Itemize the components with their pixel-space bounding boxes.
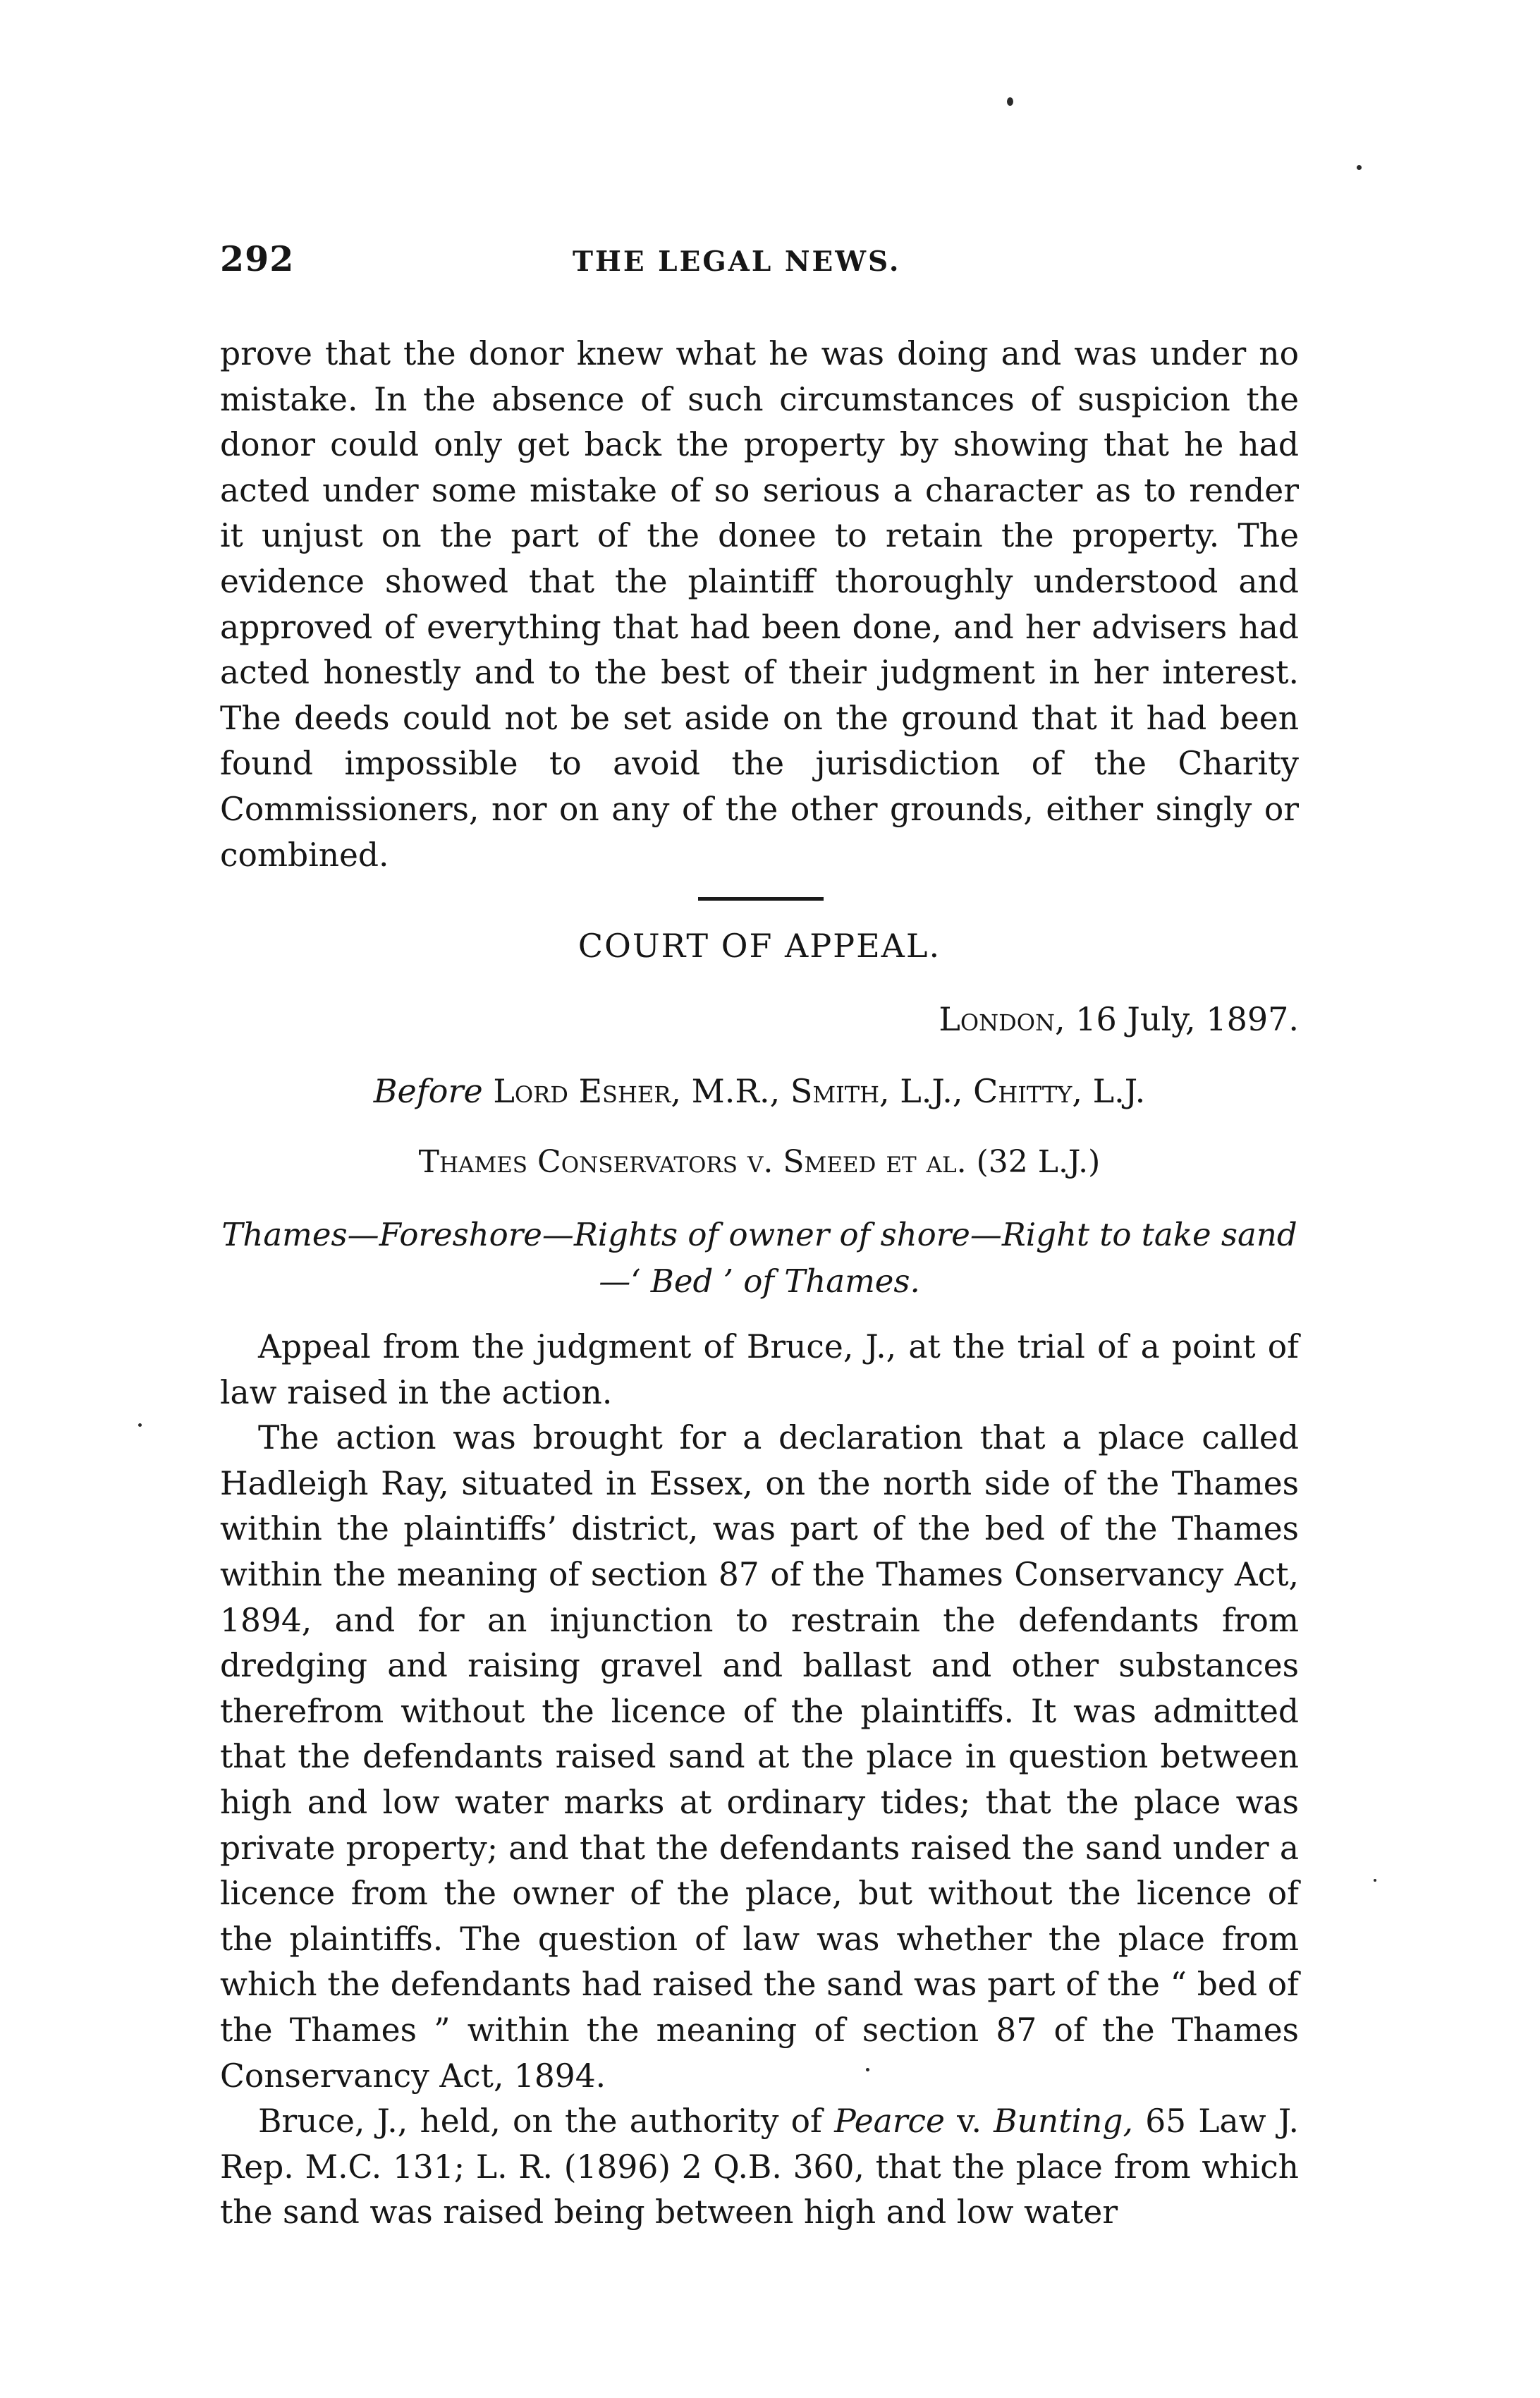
- section-divider: [698, 897, 824, 901]
- print-speck: [1007, 97, 1013, 106]
- page-header: [220, 238, 1299, 288]
- subject-line-1: Thames—Foreshore—Rights of owner of shore—Right to take sand: [221, 1216, 1297, 1253]
- para3-versus: v.: [957, 2102, 982, 2141]
- judge-smith-title: L.J.,: [900, 1072, 963, 1110]
- dateline-date: 16 July, 1897.: [1075, 1000, 1299, 1038]
- body-paragraph-1: Appeal from the judgment of Bruce, J., at the trial of a point of law raised in the action.: [220, 1328, 1299, 1411]
- body-paragraph-2: The action was brought for a declaration that a place called Hadleigh Ray, situated in Essex, on the north side of the Thames within the plaintiffs’ district, was part of the bed of the Thames within the meaning of section 87 of the Thames Conservancy Act, 1894, and for an injunction to restrain the defendants from dredging and raising gravel and ballast and other substances therefrom without the licence of the plaintiffs. It was admitted that the defendants raised sand at the place in question between high and low water marks at ordinary tides; that the place was private property; and that the defendants raised the sand under a licence from the owner of the place, but without the licence of the plaintiffs. The question of law was whether the place from which the defendants had raised the sand was part of the “ bed of the Thames ” within the meaning of section 87 of the Thames Conservancy Act, 1894.: [220, 1419, 1299, 2095]
- dateline-place: London,: [939, 1000, 1065, 1038]
- body-text-block: [220, 1325, 1299, 2236]
- print-speck: [138, 1423, 142, 1427]
- para3-lead: Bruce, J., held, on the authority of: [258, 2102, 822, 2141]
- subject-line-2: —‘ Bed ’ of Thames.: [599, 1262, 920, 1300]
- before-label: Before: [373, 1072, 483, 1110]
- print-speck: [1357, 165, 1362, 170]
- print-speck: [866, 2068, 869, 2071]
- para3-case-name-2: Bunting,: [994, 2102, 1133, 2141]
- judge-chitty: Chitty,: [973, 1072, 1082, 1110]
- case-parties: Thames Conservators v. Smeed et al.: [418, 1144, 967, 1180]
- judge-esher: Lord Esher,: [493, 1072, 681, 1110]
- intro-text-block: [220, 331, 1299, 878]
- page-number: 292: [220, 238, 295, 279]
- judge-smith: Smith,: [790, 1072, 890, 1110]
- dateline: [220, 1000, 1299, 1038]
- print-speck: [1374, 1879, 1376, 1882]
- intro-paragraph: prove that the donor knew what he was doing and was under no mistake. In the absence of such circumstances of suspicion the donor could only get back the property by showing that he had acted under some mistake of so serious a character as to render it unjust on the part of the donee to retain the property. The evidence showed that the plaintiff thoroughly understood and approved of everything that had been done, and her advisers had acted honestly and to the best of their judgment in her interest. The deeds could not be set aside on the ground that it had been found impossible to avoid the jurisdiction of the Charity Commissioners, nor on any of the other grounds, either singly or combined.: [220, 335, 1299, 874]
- court-heading: COURT OF APPEAL.: [578, 927, 941, 965]
- para3-rest: 65 Law J. Rep. M.C. 131; L. R. (1896) 2 Q.B. 360, that the place from which the sand was raised being between high and low water: [220, 2102, 1299, 2232]
- judge-chitty-title: L.J.: [1092, 1072, 1146, 1110]
- case-title: [220, 1144, 1299, 1180]
- case-citation: (32 L.J.): [976, 1144, 1101, 1180]
- case-subject: [220, 1212, 1299, 1305]
- running-title: THE LEGAL NEWS.: [573, 245, 901, 278]
- judges-line: [220, 1072, 1299, 1110]
- para3-case-name: Pearce: [834, 2102, 945, 2141]
- body-paragraph-3: [220, 2099, 1299, 2236]
- judge-esher-title: M.R.,: [691, 1072, 781, 1110]
